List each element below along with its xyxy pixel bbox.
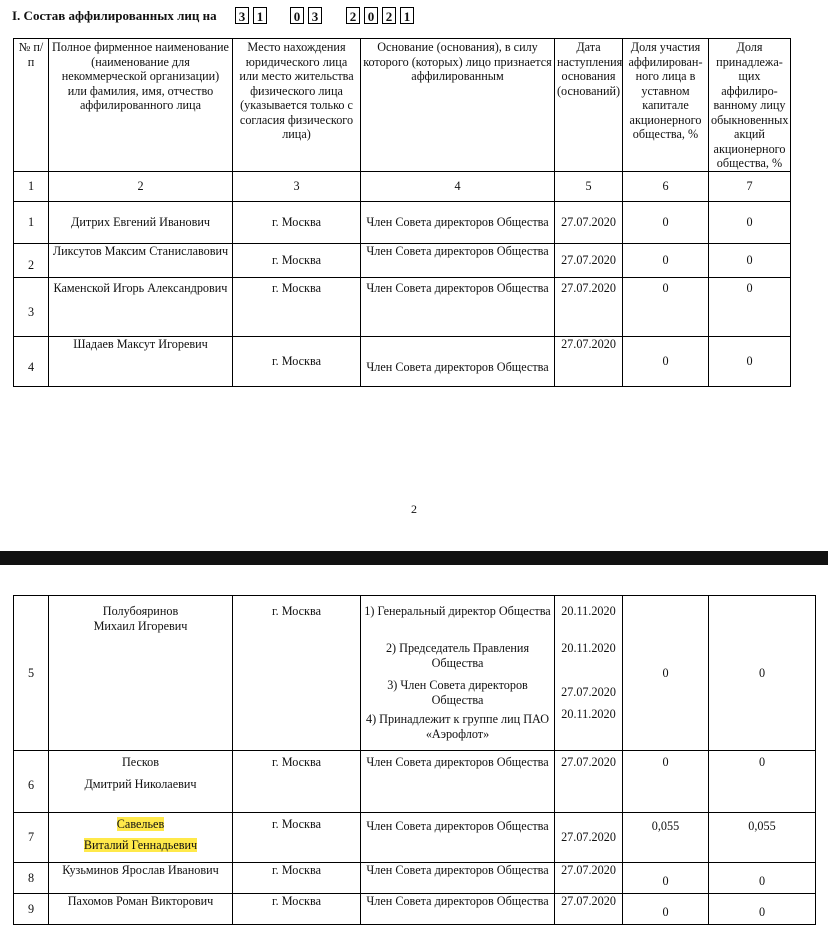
date-digit: 0 <box>290 7 304 24</box>
column-number-row <box>14 171 791 201</box>
basis: Член Совета директоров Общества <box>361 336 555 386</box>
basis: Член Совета директоров Общества <box>361 201 555 243</box>
table-row <box>14 813 816 863</box>
section-title: I. Состав аффилированных лиц на <box>12 8 217 23</box>
share-capital: 0 <box>623 243 709 277</box>
person-name <box>49 596 233 751</box>
page-separator <box>0 551 828 565</box>
row-num: 2 <box>14 243 49 277</box>
date-digit: 3 <box>308 7 322 24</box>
basis-item: 3) Член Совета директоров Общества <box>387 678 528 707</box>
share-stock: 0 <box>709 336 791 386</box>
location: г. Москва <box>233 277 361 336</box>
header-date: Дата наступления основания (оснований) <box>555 39 623 172</box>
share-stock: 0 <box>709 751 816 813</box>
col-number: 7 <box>709 171 791 201</box>
share-stock: 0 <box>709 277 791 336</box>
location: г. Москва <box>233 813 361 863</box>
basis: Член Совета директоров Общества <box>361 751 555 813</box>
basis-date: 27.07.2020 <box>555 863 623 894</box>
basis: Член Совета директоров Общества <box>361 243 555 277</box>
row-num: 4 <box>14 336 49 386</box>
person-name: Кузьминов Ярослав Иванович <box>49 863 233 894</box>
person-given-names: Дмитрий Николаевич <box>84 777 197 791</box>
basis-item: 1) Генеральный директор Общества <box>364 604 551 618</box>
person-name: Дитрих Евгений Иванович <box>49 201 233 243</box>
row-num: 5 <box>14 596 49 751</box>
basis: Член Совета директоров Общества <box>361 813 555 863</box>
table-row <box>14 201 791 243</box>
row-num: 7 <box>14 813 49 863</box>
date-digit: 1 <box>253 7 267 24</box>
location: г. Москва <box>233 243 361 277</box>
basis-item: 4) Принадлежит к группе лиц ПАО «Аэрофлот» <box>365 712 550 741</box>
basis-date: 27.07.2020 <box>555 751 623 813</box>
share-capital: 0 <box>623 596 709 751</box>
share-stock: 0 <box>709 201 791 243</box>
basis-date: 20.11.2020 <box>561 641 616 655</box>
basis-date: 27.07.2020 <box>555 336 623 386</box>
row-num: 9 <box>14 894 49 925</box>
date-digit: 3 <box>235 7 249 24</box>
row-num: 8 <box>14 863 49 894</box>
affiliates-table-page2 <box>13 595 816 925</box>
basis-date: 27.07.2020 <box>555 277 623 336</box>
location: г. Москва <box>233 336 361 386</box>
basis-date: 20.11.2020 <box>561 707 616 721</box>
date-digit: 2 <box>382 7 396 24</box>
location: г. Москва <box>233 751 361 813</box>
header-location: Место нахождения юридического лица или место жительства физического лица (указывается только с согласия физического лица) <box>233 39 361 172</box>
person-given-names: Михаил Игоревич <box>93 618 188 633</box>
share-stock: 0 <box>709 894 816 925</box>
person-name <box>49 813 233 863</box>
share-capital: 0 <box>623 863 709 894</box>
person-surname: Песков <box>121 755 160 769</box>
share-capital: 0 <box>623 201 709 243</box>
basis-date: 20.11.2020 <box>561 604 616 618</box>
basis: Член Совета директоров Общества <box>361 894 555 925</box>
page-number: 2 <box>411 502 417 516</box>
row-num: 3 <box>14 277 49 336</box>
affiliates-table-page1 <box>13 38 791 387</box>
basis-date: 27.07.2020 <box>555 894 623 925</box>
col-number: 2 <box>49 171 233 201</box>
basis-date-list <box>555 596 623 751</box>
person-name: Ликсутов Максим Станиславович <box>49 243 233 277</box>
share-stock: 0 <box>709 863 816 894</box>
basis-date: 27.07.2020 <box>555 243 623 277</box>
row-num: 1 <box>14 201 49 243</box>
table-row <box>14 894 816 925</box>
basis-date: 27.07.2020 <box>555 813 623 863</box>
person-name: Каменской Игорь Александрович <box>49 277 233 336</box>
table-row <box>14 751 816 813</box>
person-given-names-highlighted: Виталий Геннадьевич <box>83 838 198 852</box>
location: г. Москва <box>233 894 361 925</box>
table-row <box>14 336 791 386</box>
share-capital: 0 <box>623 894 709 925</box>
basis: Член Совета директоров Общества <box>361 277 555 336</box>
table-row <box>14 243 791 277</box>
col-number: 6 <box>623 171 709 201</box>
col-number: 4 <box>361 171 555 201</box>
date-digit: 0 <box>364 7 378 24</box>
header-basis: Основание (основания), в силу которого (которых) лицо признается аффилированным <box>361 39 555 172</box>
share-stock: 0,055 <box>709 813 816 863</box>
header-share-capital: Доля участия аффилирован-ного лица в уставном капитале акционерного общества, % <box>623 39 709 172</box>
col-number: 1 <box>14 171 49 201</box>
row-num: 6 <box>14 751 49 813</box>
header-name: Полное фирменное наименование (наименование для некоммерческой организации) или фамилия, имя, отчество аффилированного лица <box>49 39 233 172</box>
share-capital: 0 <box>623 751 709 813</box>
col-number: 3 <box>233 171 361 201</box>
table-row <box>14 277 791 336</box>
date-digit: 2 <box>346 7 360 24</box>
share-stock: 0 <box>709 243 791 277</box>
person-surname-highlighted: Савельев <box>116 817 165 831</box>
share-capital: 0 <box>623 277 709 336</box>
basis-date: 27.07.2020 <box>561 685 616 699</box>
basis: Член Совета директоров Общества <box>361 863 555 894</box>
header-share-stock: Доля принадлежа-щих аффилиро-ванному лицу обыкновенных акций акционерного общества, % <box>709 39 791 172</box>
basis-date: 27.07.2020 <box>555 201 623 243</box>
share-stock: 0 <box>709 596 816 751</box>
person-name: Шадаев Максут Игоревич <box>49 336 233 386</box>
person-name <box>49 751 233 813</box>
basis-list <box>361 596 555 751</box>
table-row <box>14 863 816 894</box>
date-digit: 1 <box>400 7 414 24</box>
table-row <box>14 596 816 751</box>
share-capital: 0,055 <box>623 813 709 863</box>
location: г. Москва <box>233 201 361 243</box>
header-num: № п/п <box>14 39 49 172</box>
share-capital: 0 <box>623 336 709 386</box>
basis-item: 2) Председатель Правления Общества <box>385 641 530 670</box>
person-surname: Полубояринов <box>102 604 179 618</box>
location: г. Москва <box>233 863 361 894</box>
location: г. Москва <box>233 596 361 751</box>
col-number: 5 <box>555 171 623 201</box>
header-row <box>14 39 791 172</box>
person-name: Пахомов Роман Викторович <box>49 894 233 925</box>
